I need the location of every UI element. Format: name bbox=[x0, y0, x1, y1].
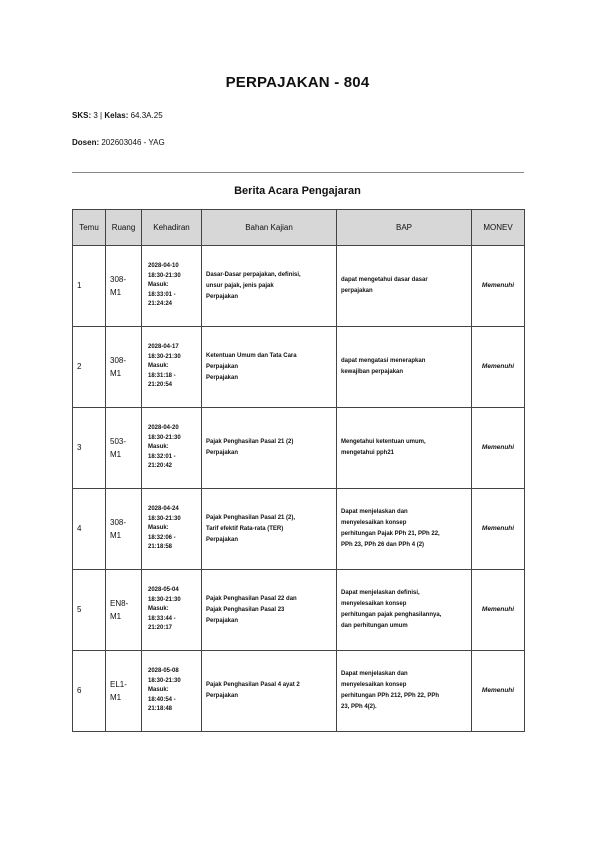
cell-ruang bbox=[106, 489, 142, 570]
cell-monev: Memenuhi bbox=[472, 570, 525, 651]
cell-kehadiran-line: 18:30-21:30 bbox=[148, 515, 181, 522]
cell-bahan-kajian-line: Pajak Penghasilan Pasal 4 ayat 2 bbox=[206, 682, 300, 688]
header-kehadiran: Kehadiran bbox=[142, 210, 202, 246]
cell-bap bbox=[337, 327, 472, 408]
cell-temu: 1 bbox=[73, 246, 106, 327]
cell-kehadiran-line: 21:18:48 bbox=[148, 706, 173, 713]
cell-bahan-kajian-line: Perpajakan bbox=[206, 374, 239, 381]
cell-bahan-kajian-line: Tarif efektif Rata-rata (TER) bbox=[206, 525, 284, 532]
cell-kehadiran-line: Masuk: bbox=[148, 444, 169, 451]
cell-ruang-line: M1 bbox=[110, 531, 122, 540]
cell-kehadiran-line: 18:33:01 - bbox=[148, 291, 176, 298]
cell-bahan-kajian-line: Pajak Penghasilan Pasal 21 (2) bbox=[206, 439, 294, 445]
cell-ruang-line: M1 bbox=[110, 693, 122, 702]
cell-bap-line: 23, PPh 4(2). bbox=[341, 704, 377, 710]
cell-bahan-kajian-line: Perpajakan bbox=[206, 693, 239, 699]
cell-kehadiran-line: 21:24:24 bbox=[148, 301, 173, 308]
cell-ruang-line: 503- bbox=[110, 437, 127, 446]
cell-bap-line: perhitungan PPh 212, PPh 22, PPh bbox=[341, 693, 440, 699]
table-row bbox=[73, 489, 525, 570]
cell-kehadiran-line: 2028-04-24 bbox=[148, 506, 179, 513]
cell-bap bbox=[337, 489, 472, 570]
header-temu: Temu bbox=[73, 210, 106, 246]
table-row bbox=[73, 327, 525, 408]
cell-bap bbox=[337, 408, 472, 489]
cell-bahan-kajian-line: unsur pajak, jenis pajak bbox=[206, 282, 274, 289]
cell-bap bbox=[337, 651, 472, 732]
cell-bap-line: dapat mengetahui dasar dasar bbox=[341, 277, 428, 283]
cell-bap-line: Dapat menjelaskan dan bbox=[341, 671, 408, 677]
table-row bbox=[73, 651, 525, 732]
cell-kehadiran-line: 21:20:54 bbox=[148, 382, 173, 389]
cell-temu: 6 bbox=[73, 651, 106, 732]
cell-ruang-line: M1 bbox=[110, 369, 122, 378]
cell-bahan-kajian bbox=[202, 651, 337, 732]
cell-bahan-kajian bbox=[202, 570, 337, 651]
cell-ruang-line: 308- bbox=[110, 356, 127, 365]
cell-kehadiran bbox=[142, 327, 202, 408]
dosen-label: Dosen: bbox=[72, 138, 100, 147]
cell-kehadiran bbox=[142, 246, 202, 327]
cell-kehadiran-line: 2028-04-20 bbox=[148, 425, 179, 432]
sks-value: 3 bbox=[93, 111, 98, 120]
cell-bahan-kajian-line: Perpajakan bbox=[206, 536, 239, 543]
cell-bahan-kajian-line: Pajak Penghasilan Pasal 21 (2), bbox=[206, 514, 296, 521]
cell-ruang-line: 308- bbox=[110, 518, 127, 527]
dosen-value: 202603046 - YAG bbox=[101, 138, 165, 147]
kelas-label: Kelas: bbox=[104, 111, 129, 120]
cell-ruang bbox=[106, 408, 142, 489]
cell-temu: 5 bbox=[73, 570, 106, 651]
cell-monev: Memenuhi bbox=[472, 408, 525, 489]
cell-ruang-line: EN8- bbox=[110, 599, 129, 608]
cell-ruang bbox=[106, 651, 142, 732]
cell-monev: Memenuhi bbox=[472, 651, 525, 732]
cell-ruang-line: M1 bbox=[110, 450, 122, 459]
lecturer-info bbox=[72, 138, 165, 147]
header-bap: BAP bbox=[337, 210, 472, 246]
cell-bahan-kajian-line: Perpajakan bbox=[206, 293, 239, 300]
cell-bap-line: menyelesaikan konsep bbox=[341, 520, 407, 526]
cell-kehadiran-line: 2028-04-17 bbox=[148, 344, 179, 351]
cell-bahan-kajian bbox=[202, 408, 337, 489]
cell-kehadiran bbox=[142, 408, 202, 489]
cell-kehadiran-line: 21:18:58 bbox=[148, 544, 173, 551]
table-row bbox=[73, 570, 525, 651]
cell-temu: 3 bbox=[73, 408, 106, 489]
cell-kehadiran-line: 18:31:18 - bbox=[148, 372, 176, 379]
cell-bahan-kajian-line: Pajak Penghasilan Pasal 23 bbox=[206, 606, 285, 613]
cell-kehadiran-line: Masuk: bbox=[148, 525, 169, 532]
cell-bap-line: menyelesaikan konsep bbox=[341, 601, 407, 607]
cell-ruang bbox=[106, 246, 142, 327]
cell-bap-line: perhitungan Pajak PPh 21, PPh 22, bbox=[341, 531, 440, 537]
section-title: Berita Acara Pengajaran bbox=[234, 185, 361, 197]
cell-bap-line: mengetahui pph21 bbox=[341, 450, 395, 456]
kelas-value: 64.3A.25 bbox=[130, 111, 163, 120]
cell-bap bbox=[337, 570, 472, 651]
cell-kehadiran-line: 18:30-21:30 bbox=[148, 272, 181, 279]
cell-kehadiran-line: Masuk: bbox=[148, 363, 169, 370]
cell-ruang-line: 308- bbox=[110, 275, 127, 284]
cell-kehadiran-line: 18:30-21:30 bbox=[148, 434, 181, 441]
cell-kehadiran-line: 18:40:54 - bbox=[148, 696, 176, 703]
cell-bahan-kajian bbox=[202, 489, 337, 570]
cell-kehadiran bbox=[142, 651, 202, 732]
cell-ruang bbox=[106, 327, 142, 408]
cell-ruang-line: M1 bbox=[110, 288, 122, 297]
sks-label: SKS: bbox=[72, 111, 92, 120]
header-bahan-kajian: Bahan Kajian bbox=[202, 210, 337, 246]
cell-bahan-kajian-line: Perpajakan bbox=[206, 450, 239, 456]
cell-kehadiran-line: 18:33:44 - bbox=[148, 615, 176, 622]
cell-kehadiran-line: Masuk: bbox=[148, 687, 169, 694]
cell-bahan-kajian-line: Perpajakan bbox=[206, 363, 239, 370]
cell-bap-line: menyelesaikan konsep bbox=[341, 682, 407, 688]
cell-kehadiran-line: 18:32:01 - bbox=[148, 453, 176, 460]
header-ruang: Ruang bbox=[106, 210, 142, 246]
cell-bahan-kajian-line: Dasar-Dasar perpajakan, definisi, bbox=[206, 271, 301, 278]
cell-monev: Memenuhi bbox=[472, 246, 525, 327]
cell-kehadiran bbox=[142, 489, 202, 570]
table-row bbox=[73, 246, 525, 327]
cell-monev: Memenuhi bbox=[472, 489, 525, 570]
cell-kehadiran-line: Masuk: bbox=[148, 606, 169, 613]
cell-kehadiran-line: 2028-05-08 bbox=[148, 668, 179, 675]
cell-bap-line: dapat mengatasi menerapkan bbox=[341, 358, 426, 364]
cell-bap-line: kewajiban perpajakan bbox=[341, 369, 404, 375]
attendance-table bbox=[72, 209, 525, 732]
cell-ruang-line: M1 bbox=[110, 612, 122, 621]
cell-kehadiran-line: 21:20:17 bbox=[148, 625, 173, 632]
cell-bap bbox=[337, 246, 472, 327]
cell-bap-line: perpajakan bbox=[341, 288, 373, 294]
cell-bap-line: PPh 23, PPh 26 dan PPh 4 (2) bbox=[341, 542, 425, 548]
cell-ruang bbox=[106, 570, 142, 651]
cell-kehadiran-line: 2028-05-04 bbox=[148, 587, 179, 594]
cell-bahan-kajian-line: Perpajakan bbox=[206, 617, 239, 624]
cell-bahan-kajian-line: Pajak Penghasilan Pasal 22 dan bbox=[206, 595, 297, 602]
cell-kehadiran bbox=[142, 570, 202, 651]
cell-kehadiran-line: Masuk: bbox=[148, 282, 169, 289]
cell-temu: 2 bbox=[73, 327, 106, 408]
course-info bbox=[72, 111, 163, 120]
cell-bap-line: Dapat menjelaskan definisi, bbox=[341, 590, 420, 596]
cell-kehadiran-line: 18:32:06 - bbox=[148, 534, 176, 541]
cell-kehadiran-line: 18:30-21:30 bbox=[148, 353, 181, 360]
cell-bap-line: Mengetahui ketentuan umum, bbox=[341, 439, 426, 445]
cell-bahan-kajian bbox=[202, 246, 337, 327]
cell-bahan-kajian-line: Ketentuan Umum dan Tata Cara bbox=[206, 352, 297, 359]
table-row bbox=[73, 408, 525, 489]
table-header-row bbox=[73, 210, 525, 246]
cell-temu: 4 bbox=[73, 489, 106, 570]
page-title: PERPAJAKAN - 804 bbox=[225, 74, 370, 91]
cell-bap-line: dan perhitungan umum bbox=[341, 623, 408, 629]
cell-ruang-line: EL1- bbox=[110, 680, 127, 689]
divider bbox=[72, 172, 524, 173]
separator: | bbox=[100, 111, 103, 120]
header-monev: MONEV bbox=[472, 210, 525, 246]
cell-kehadiran-line: 18:30-21:30 bbox=[148, 596, 181, 603]
cell-kehadiran-line: 21:20:42 bbox=[148, 463, 173, 470]
cell-kehadiran-line: 18:30-21:30 bbox=[148, 677, 181, 684]
cell-bap-line: Dapat menjelaskan dan bbox=[341, 509, 408, 515]
cell-bahan-kajian bbox=[202, 327, 337, 408]
cell-bap-line: perhitungan pajak penghasilannya, bbox=[341, 612, 442, 618]
cell-monev: Memenuhi bbox=[472, 327, 525, 408]
cell-kehadiran-line: 2028-04-10 bbox=[148, 263, 179, 270]
